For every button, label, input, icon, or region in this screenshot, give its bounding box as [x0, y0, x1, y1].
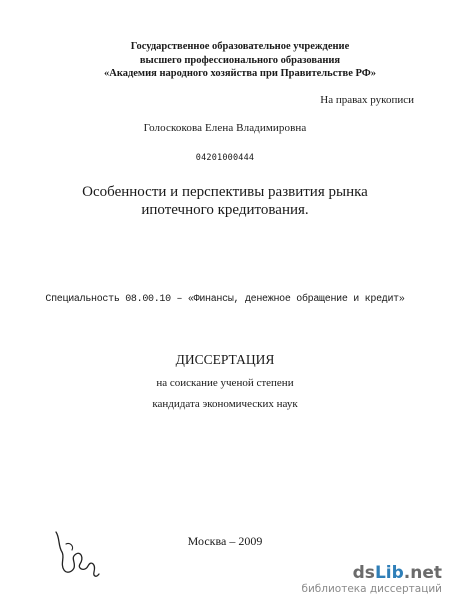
specialty-line: Специальность 08.00.10 – «Финансы, денежное обращение и кредит» — [45, 294, 405, 305]
logo-part-net: .net — [403, 563, 442, 583]
dslib-subtitle: библиотека диссертаций — [301, 583, 442, 595]
registration-code: 04201000444 — [195, 153, 255, 163]
institution-line-1: Государственное образовательное учреждение — [130, 41, 350, 52]
manuscript-rights-note: На правах рукописи — [320, 94, 414, 106]
institution-header — [60, 40, 420, 81]
dissertation-title — [40, 183, 410, 219]
degree-line-2: кандидата экономических наук — [152, 398, 298, 410]
degree-line-1: на соискание ученой степени — [156, 377, 294, 389]
institution-line-3: «Академия народного хозяйства при Правительстве РФ» — [103, 68, 377, 79]
logo-part-lib: Lib — [374, 563, 404, 583]
dslib-logo — [301, 563, 442, 583]
handwritten-signature — [52, 524, 102, 582]
dissertation-heading: ДИССЕРТАЦИЯ — [175, 352, 275, 367]
title-line-2: ипотечного кредитования. — [141, 202, 309, 218]
degree-description — [0, 373, 450, 415]
dslib-watermark — [301, 563, 442, 596]
logo-part-ds: ds — [352, 563, 375, 583]
city-and-year: Москва – 2009 — [187, 534, 263, 548]
author-name: Голоскокова Елена Владимировна — [143, 122, 307, 134]
title-line-1: Особенности и перспективы развития рынка — [82, 184, 368, 200]
institution-line-2: высшего профессионального образования — [139, 54, 341, 66]
